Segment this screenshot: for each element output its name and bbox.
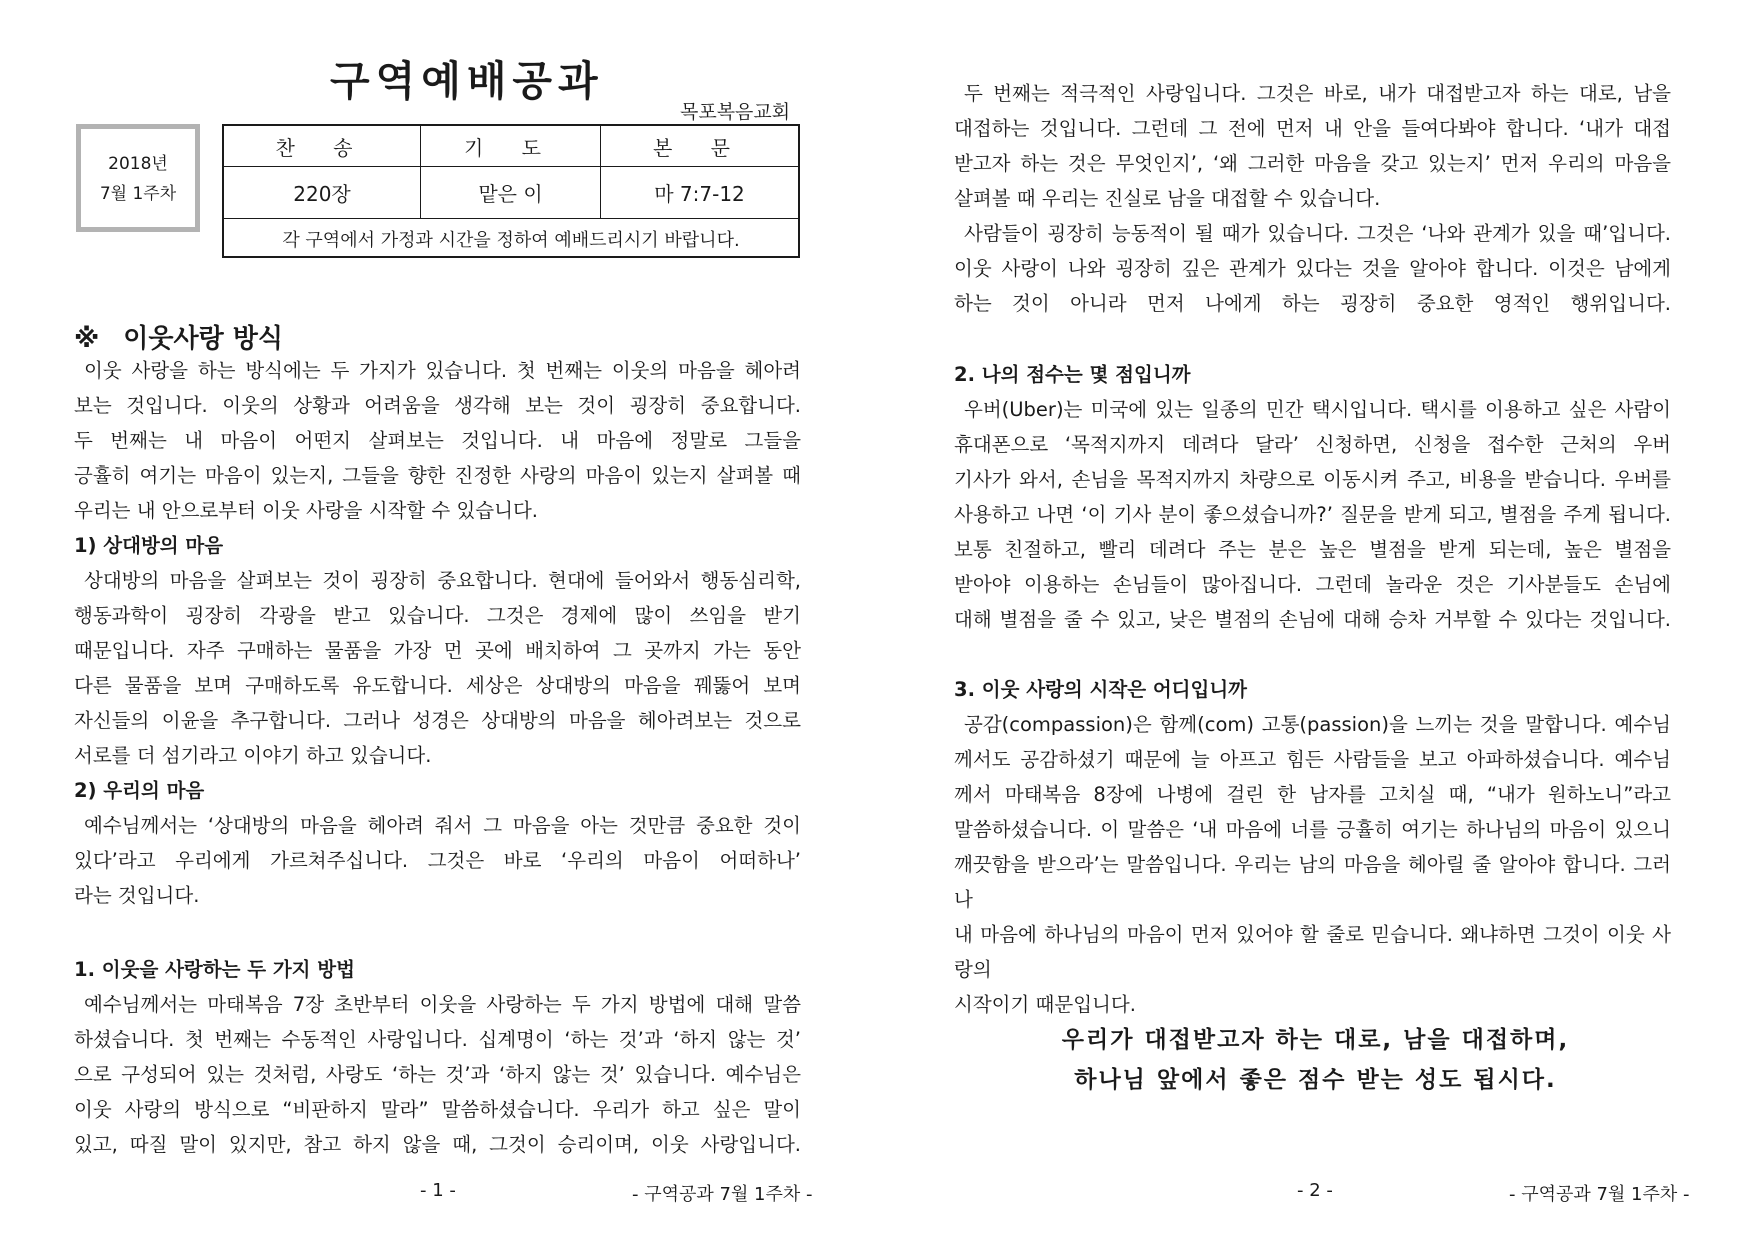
text-line: 서로를 더 섬기라고 이야기 하고 있습니다. xyxy=(74,744,432,767)
page-right xyxy=(877,0,1754,1240)
reference-mark-icon: ※ xyxy=(74,324,100,354)
text-line: 하셨습니다. 첫 번째는 수동적인 사랑입니다. 십계명이 ‘하는 것’과 ‘하지 않는 것’ xyxy=(74,1028,801,1051)
text-line: 보는 것입니다. 이웃의 상황과 어려움을 생각해 보는 것이 굉장히 중요합니다. xyxy=(74,394,801,417)
text-line: 있고, 따질 말이 있지만, 참고 하지 않을 때, 그것이 승리이며, 이웃 사랑입니다. xyxy=(74,1133,801,1156)
text-line: 자신들의 이윤을 추구합니다. 그러나 성경은 상대방의 마음을 헤아려보는 것으로 xyxy=(74,709,801,732)
text-line: 말씀하셨습니다. 이 말씀은 ‘내 마음에 너를 긍휼히 여기는 하나님의 마음이 있으니 xyxy=(954,818,1671,841)
text-line: 다른 물품을 보며 구매하도록 유도합니다. 세상은 상대방의 마음을 꿰뚫어 보며 xyxy=(74,674,801,697)
text-line: 긍휼히 여기는 마음이 있는지, 그들을 향한 진정한 사랑의 마음이 있는지 살펴볼 때 xyxy=(74,464,801,487)
paragraph-proactive xyxy=(954,216,1671,321)
text-line: 라는 것입니다. xyxy=(74,884,200,907)
text-line: 두 번째는 적극적인 사랑입니다. 그것은 바로, 내가 대접받고자 하는 대로, 남을 xyxy=(964,82,1671,105)
table-note: 각 구역에서 가정과 시간을 정하여 예배드리시기 바랍니다. xyxy=(282,229,740,251)
text-line: 대접하는 것입니다. 그런데 그 전에 먼저 내 안을 들여다봐야 합니다. ‘내가 대접 xyxy=(954,117,1671,140)
paragraph-active-love xyxy=(954,76,1671,216)
paragraph-3 xyxy=(74,987,801,1162)
closing-line-2: 하나님 앞에서 좋은 점수 받는 성도 됩시다. xyxy=(1074,1067,1557,1093)
text-line: 사용하고 나면 ‘이 기사 분이 좋으셨습니까?’ 질문을 받게 되고, 별점을 주게 됩니다. xyxy=(954,503,1671,526)
text-line: 두 번째는 내 마음이 어떤지 살펴보는 것입니다. 내 마음에 정말로 그들을 xyxy=(74,429,801,452)
text-line: 행동과학이 굉장히 각광을 받고 있습니다. 그것은 경제에 많이 쓰임을 받기 xyxy=(74,604,801,627)
heading-1: 1. 이웃을 사랑하는 두 가지 방법 xyxy=(74,958,355,981)
text-line: 우리는 내 안으로부터 이웃 사랑을 시작할 수 있습니다. xyxy=(74,499,539,522)
header-prayer: 기 도 xyxy=(421,126,601,166)
text-line: 으로 구성되어 있는 것처럼, 사랑도 ‘하는 것’과 ‘하지 않는 것’ 있습니다. 예수님은 xyxy=(74,1063,801,1086)
church-name: 목포복음교회 xyxy=(680,101,791,123)
subheading-2: 2) 우리의 마음 xyxy=(74,779,205,802)
value-hymn: 220장 xyxy=(224,167,421,218)
text-line: 시작이기 때문입니다. xyxy=(954,993,1136,1016)
text-line: 사람들이 굉장히 능동적이 될 때가 있습니다. 그것은 ‘나와 관계가 있을 때’입니다. xyxy=(964,222,1671,245)
page-number: - 2 - xyxy=(1297,1180,1333,1201)
footer-title: - 구역공과 7월 1주차 - xyxy=(632,1184,813,1205)
text-line: 상대방의 마음을 살펴보는 것이 굉장히 중요합니다. 현대에 들어와서 행동심리학, xyxy=(84,569,801,592)
text-line: 때문입니다. 자주 구매하는 물품을 가장 먼 곳에 배치하여 그 곳까지 가는 동안 xyxy=(74,639,801,662)
closing-line-1: 우리가 대접받고자 하는 대로, 남을 대접하며, xyxy=(1061,1027,1570,1053)
paragraph-1 xyxy=(74,563,801,773)
text-line: 받아야 이용하는 손님들이 많아집니다. 그런데 놀라운 것은 기사분들도 손님에 xyxy=(954,573,1671,596)
text-line: 받고자 하는 것은 무엇인지’, ‘왜 그러한 마음을 갖고 있는지’ 먼저 우리의 마음을 xyxy=(954,152,1671,175)
heading-3: 3. 이웃 사랑의 시작은 어디입니까 xyxy=(954,678,1248,701)
text-line: 대해 별점을 줄 수 있고, 낮은 별점의 손님에 대해 승차 거부할 수 있다는 것입니다. xyxy=(954,608,1671,631)
date-box xyxy=(76,124,200,232)
text-line: 예수님께서는 ‘상대방의 마음을 헤아려 줘서 그 마음을 아는 것만큼 중요한 것이 xyxy=(84,814,801,837)
text-line: 께서 마태복음 8장에 나병에 걸린 한 남자를 고치실 때, “내가 원하노니”라고 xyxy=(954,783,1671,806)
text-line: 이웃 사랑이 나와 굉장히 깊은 관계가 있다는 것을 알아야 합니다. 이것은 남에게 xyxy=(954,257,1671,280)
text-line: 보통 친절하고, 빨리 데려다 주는 분은 높은 별점을 받게 되는데, 높은 별점을 xyxy=(954,538,1671,561)
text-line: 있다’라고 우리에게 가르쳐주십니다. 그것은 바로 ‘우리의 마음이 어떠하나’ xyxy=(74,849,801,872)
text-line: 살펴볼 때 우리는 진실로 남을 대접할 수 있습니다. xyxy=(954,187,1381,210)
header-hymn: 찬 송 xyxy=(224,126,421,166)
document-title: 구역예배공과 xyxy=(330,57,604,105)
text-line: 예수님께서는 마태복음 7장 초반부터 이웃을 사랑하는 두 가지 방법에 대해 말씀 xyxy=(84,993,801,1016)
section-title xyxy=(74,318,283,355)
table-header-row xyxy=(224,126,798,167)
paragraph-2 xyxy=(74,808,801,913)
date-year: 2018년 xyxy=(108,154,168,174)
subheading-1: 1) 상대방의 마음 xyxy=(74,534,224,557)
text-line: 내 마음에 하나님의 마음이 먼저 있어야 할 줄로 믿습니다. 왜냐하면 그것이 이웃 사랑의 xyxy=(954,923,1671,981)
section-title-text: 이웃사랑 방식 xyxy=(123,324,284,354)
value-scripture: 마 7:7-12 xyxy=(654,182,745,206)
header-scripture: 본 문 xyxy=(653,135,746,160)
date-week: 7월 1주차 xyxy=(99,184,177,204)
text-line: 이웃 사랑을 하는 방식에는 두 가지가 있습니다. 첫 번째는 이웃의 마음을 헤아려 xyxy=(84,359,801,382)
worship-info-table xyxy=(222,124,800,258)
text-line: 공감(compassion)은 함께(com) 고통(passion)을 느끼는 것을 말합니다. 예수님 xyxy=(964,713,1671,736)
text-line: 휴대폰으로 ‘목적지까지 데려다 달라’ 신청하면, 신청을 접수한 근처의 우버 xyxy=(954,433,1671,456)
text-line: 하는 것이 아니라 먼저 나에게 하는 굉장히 중요한 영적인 행위입니다. xyxy=(954,292,1671,315)
text-line: 우버(Uber)는 미국에 있는 일종의 민간 택시입니다. 택시를 이용하고 싶은 사람이 xyxy=(964,398,1671,421)
paragraph-uber xyxy=(954,392,1671,637)
intro-paragraph xyxy=(74,353,801,528)
page-number: - 1 - xyxy=(420,1180,456,1201)
text-line: 께서도 공감하셨기 때문에 늘 아프고 힘든 사람들을 보고 아파하셨습니다. 예수님 xyxy=(954,748,1671,771)
table-value-row xyxy=(224,167,798,219)
text-line: 깨끗함을 받으라’는 말씀입니다. 우리는 남의 마음을 헤아릴 줄 알아야 합니다. 그러나 xyxy=(954,853,1671,911)
paragraph-compassion xyxy=(954,707,1671,1022)
text-line: 기사가 와서, 손님을 목적지까지 차량으로 이동시켜 주고, 비용을 받습니다. 우버를 xyxy=(954,468,1671,491)
text-line: 이웃 사랑의 방식으로 “비판하지 말라” 말씀하셨습니다. 우리가 하고 싶은 말이 xyxy=(74,1098,801,1121)
heading-2: 2. 나의 점수는 몇 점입니까 xyxy=(954,363,1191,386)
footer-title: - 구역공과 7월 1주차 - xyxy=(1509,1184,1690,1205)
value-prayer: 맡은 이 xyxy=(421,167,601,218)
